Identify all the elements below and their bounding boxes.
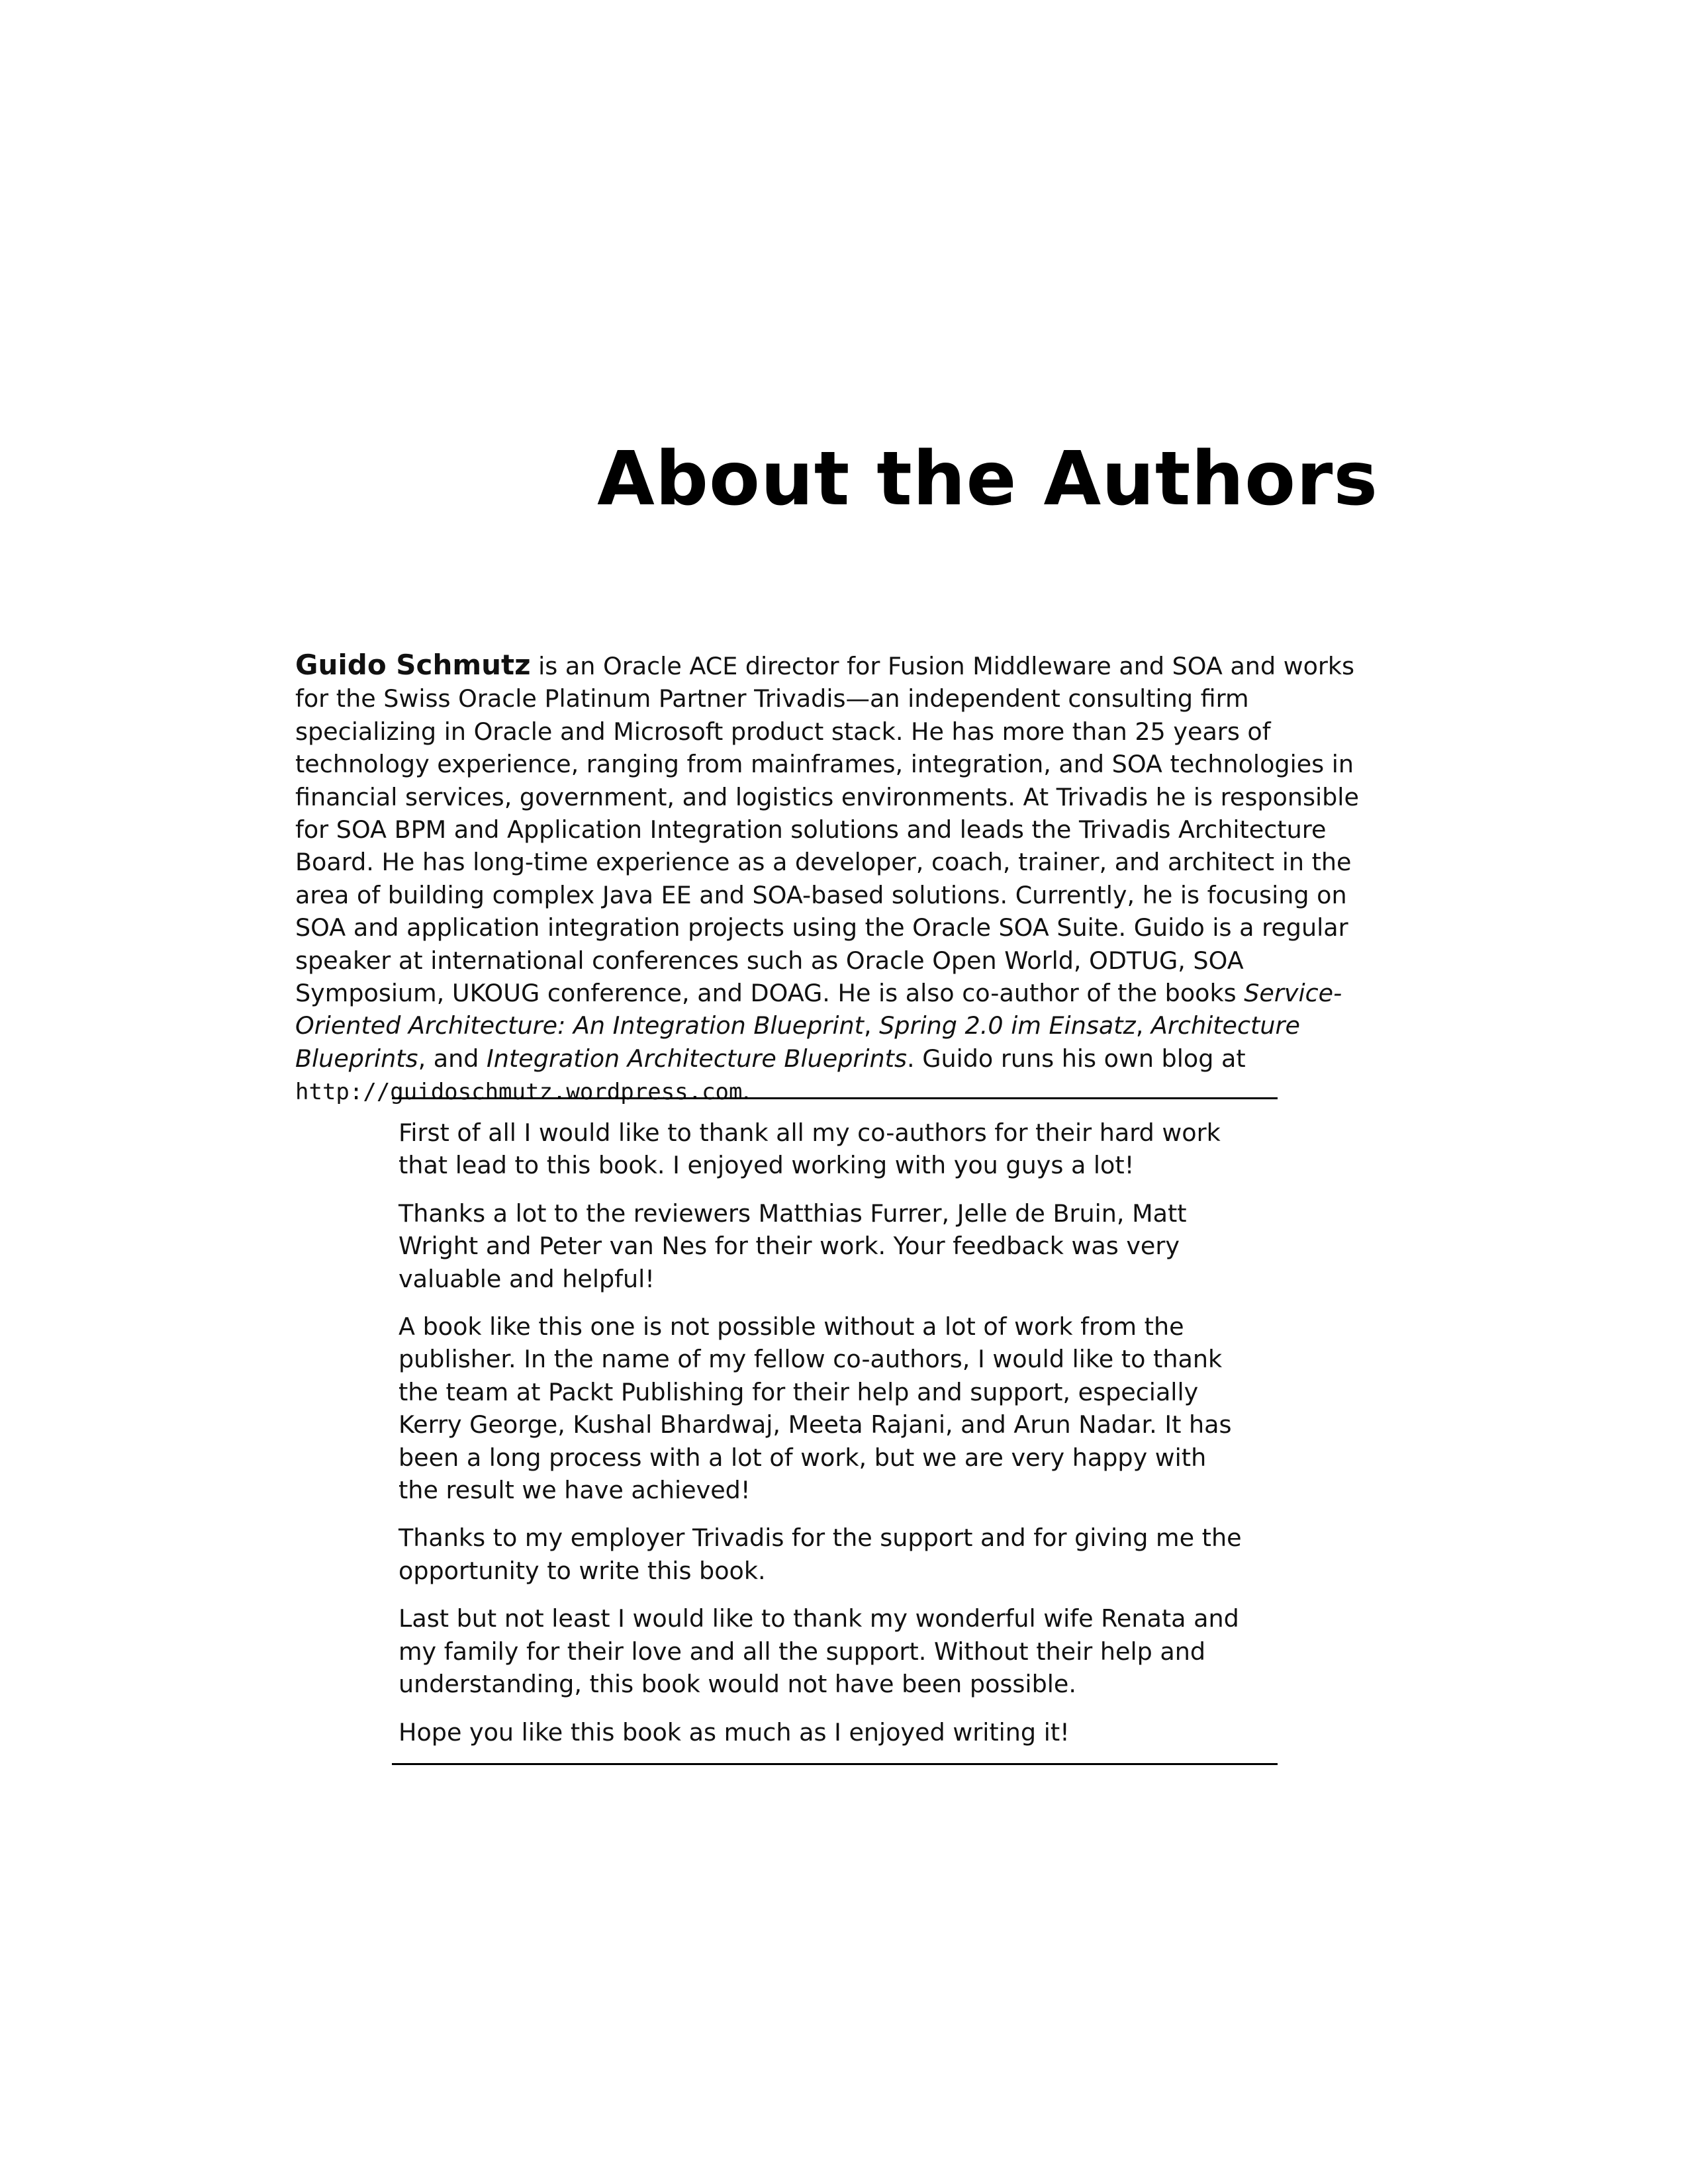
ack-paragraph: Thanks a lot to the reviewers Matthias Furrer, Jelle de Bruin, Matt Wright and Peter van Nes for their work. Your feedback was very valuable and helpful! — [399, 1199, 1187, 1293]
ack-paragraph: Thanks to my employer Trivadis for the support and for giving me the opportunity to write this book. — [399, 1524, 1242, 1585]
ack-paragraph: First of all I would like to thank all my co-authors for their hard work that lead to this book. I enjoyed working with you guys a lot! — [399, 1118, 1221, 1180]
author-name: Guido Schmutz — [295, 649, 531, 681]
ack-paragraph: Hope you like this book as much as I enjoyed writing it! — [399, 1717, 1070, 1747]
page-title: About the Authors — [597, 436, 1378, 522]
book-title: Service-Oriented Architecture: An Integration Blueprint — [295, 979, 1342, 1040]
acknowledgements-box — [392, 1097, 1278, 1765]
book-title: Integration Architecture Blueprints — [487, 1044, 907, 1073]
book-title: Architecture Blueprints — [295, 1011, 1300, 1073]
ack-paragraph: A book like this one is not possible without a lot of work from the publisher. In the name of my fellow co-authors, I would like to thank the team at Packt Publishing for their help and support, especially Kerry George, Kushal Bhardwaj, Meeta Rajani, and Arun Nadar. It has been a long process with a lot of work, but we are very happy with the result we have achieved! — [399, 1312, 1232, 1505]
bio-separator: , — [863, 1011, 880, 1040]
blog-url: http://guidoschmutz.wordpress.com — [295, 1079, 743, 1106]
author-bio — [295, 649, 1382, 1109]
bio-text: . — [742, 1077, 751, 1106]
bio-separator: , — [1135, 1011, 1151, 1040]
book-title: Spring 2.0 im Einsatz — [879, 1011, 1136, 1040]
bio-text: is an Oracle ACE director for Fusion Middleware and SOA and works for the Swiss Oracle Platinum Partner Trivadis—an independent consulting firm specializing in Oracle and Microsoft product stack. He has more than 25 years of technology experience, ranging from mainframes, integration, and SOA technologies in financial services, government, and logistics environments. At Trivadis he is responsible for SOA BPM and Application Integration solutions and leads the Trivadis Architecture Board. He has long-time experience as a developer, coach, trainer, and architect in the area of building complex Java EE and SOA-based solutions. Currently, he is focusing on SOA and application integration projects using the Oracle SOA Suite. Guido is a regular speaker at international conferences such as Oracle Open World, ODTUG, SOA Symposium, UKOUG conference, and DOAG. He is also co-author of the books — [295, 652, 1359, 1008]
bio-text: . Guido runs his own blog at — [906, 1044, 1246, 1073]
ack-paragraph: Last but not least I would like to thank my wonderful wife Renata and my family for their love and all the support. Without their help and understanding, this book would not have been possible. — [399, 1604, 1239, 1699]
bio-separator: , and — [418, 1044, 487, 1073]
